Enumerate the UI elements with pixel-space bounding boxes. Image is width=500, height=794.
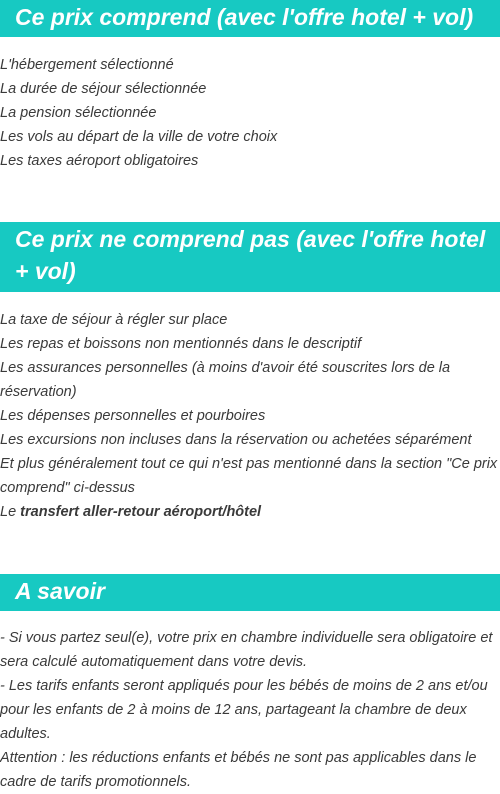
list-item: - Si vous partez seul(e), votre prix en chambre individuelle sera obligatoire et sera calculé automatiquement dans votre devis. [0,630,493,670]
info-list [0,626,500,794]
list-item-bold: transfert aller-retour aéroport/hôtel [20,504,262,520]
section-title: A savoir [15,578,105,604]
list-item: Et plus généralement tout ce qui n'est pas mentionné dans la section "Ce prix comprend" ci-dessus [0,456,498,496]
section-title: Ce prix comprend (avec l'offre hotel + vol) [15,4,474,30]
list-item-prefix: Le [0,504,21,520]
list-item: Les repas et boissons non mentionnés dans le descriptif [0,336,362,352]
list-item: Les taxes aéroport obligatoires [0,153,199,169]
section-title: Ce prix ne comprend pas (avec l'offre hotel + vol) [15,226,486,284]
list-item: Les excursions non incluses dans la réservation ou achetées séparément [0,432,472,448]
list-item: La durée de séjour sélectionnée [0,81,207,97]
list-item: - Les tarifs enfants seront appliqués pour les bébés de moins de 2 ans et/ou pour les enfants de 2 à moins de 12 ans, partageant la chambre de deux adultes. [0,678,488,742]
included-list [0,53,500,173]
list-item: La taxe de séjour à régler sur place [0,312,228,328]
list-item: Attention : les réductions enfants et bébés ne sont pas applicables dans le cadre de tarifs promotionnels. [0,750,477,790]
list-item: Les dépenses personnelles et pourboires [0,408,266,424]
section-header-included [0,0,500,37]
list-item [0,500,500,524]
section-header-not-included [0,222,500,292]
not-included-list [0,308,500,524]
list-item: Les assurances personnelles (à moins d'avoir été souscrites lors de la réservation) [0,360,451,400]
list-item: L'hébergement sélectionné [0,57,174,73]
section-header-info [0,574,500,611]
list-item: La pension sélectionnée [0,105,157,121]
list-item: Les vols au départ de la ville de votre choix [0,129,278,145]
